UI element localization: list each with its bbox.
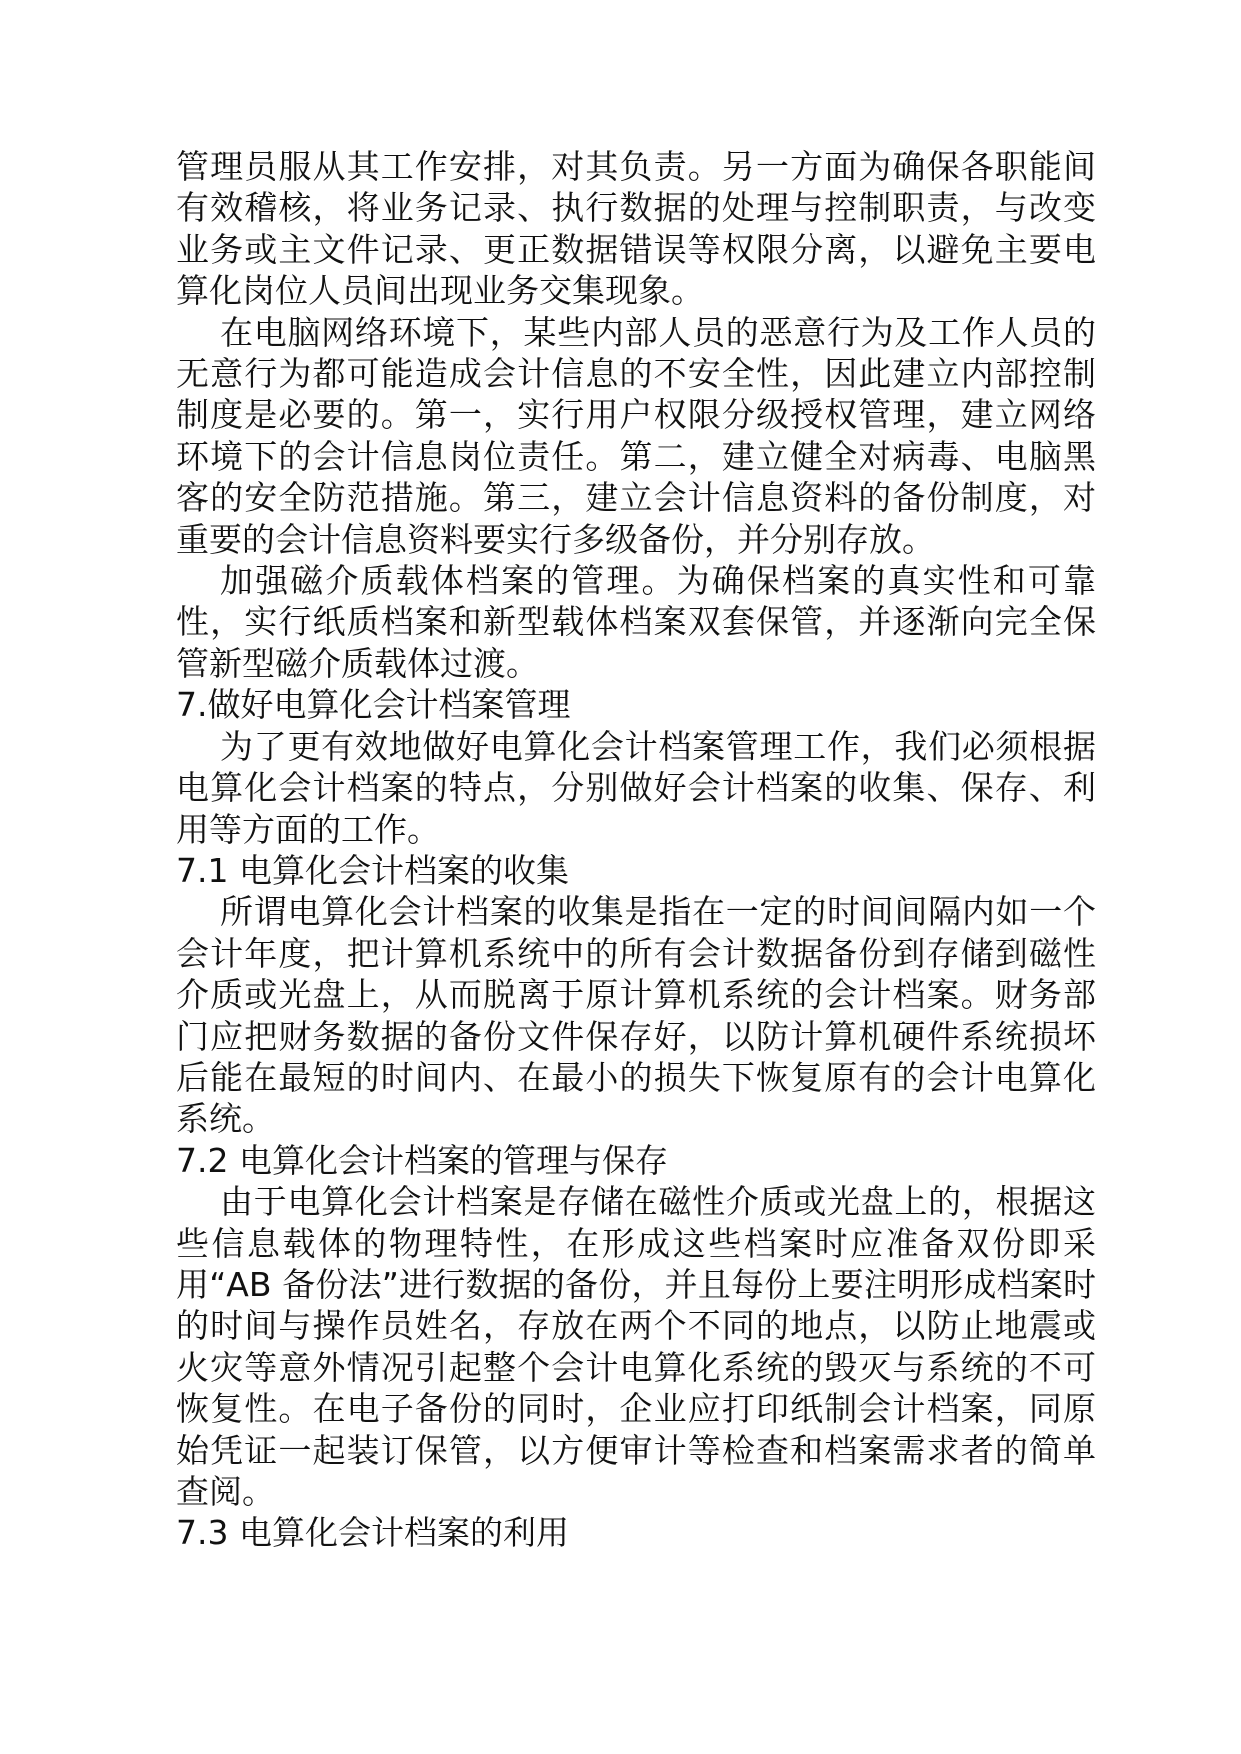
section-heading-7-2: 7.2 电算化会计档案的管理与保存 bbox=[176, 1140, 668, 1180]
document-page bbox=[176, 146, 1096, 1554]
section-heading-7-1: 7.1 电算化会计档案的收集 bbox=[176, 850, 569, 890]
paragraph-internal-control: 在电脑网络环境下，某些内部人员的恶意行为及工作人员的无意行为都可能造成会计信息的不安全性，因此建立内部控制制度是必要的。第一，实行用户权限分级授权管理，建立网络环境下的会计信息岗位责任。第二，建立健全对病毒、电脑黑客的安全防范措施。第三，建立会计信息资料的备份制度，对重要的会计信息资料要实行多级备份，并分别存放。 bbox=[176, 312, 1096, 559]
paragraph-storage: 由于电算化会计档案是存储在磁性介质或光盘上的，根据这些信息载体的物理特性，在形成这些档案时应准备双份即采用“AB 备份法”进行数据的备份，并且每份上要注明形成档案时的时间与操作员姓名，存放在两个不同的地点，以防止地震或火灾等意外情况引起整个会计电算化系统的毁灭与系统的不可恢复性。在电子备份的同时，企业应打印纸制会计档案，同原始凭证一起装订保管，以方便审计等检查和档案需求者的简单查阅。 bbox=[176, 1182, 1096, 1511]
paragraph-collection: 所谓电算化会计档案的收集是指在一定的时间间隔内如一个会计年度，把计算机系统中的所有会计数据备份到存储到磁性介质或光盘上，从而脱离于原计算机系统的会计档案。财务部门应把财务数据的备份文件保存好，以防计算机硬件系统损坏后能在最短的时间内、在最小的损失下恢复原有的会计电算化系统。 bbox=[176, 892, 1096, 1139]
section-heading-7-3: 7.3 电算化会计档案的利用 bbox=[176, 1513, 569, 1553]
paragraph-section-7-intro: 为了更有效地做好电算化会计档案管理工作，我们必须根据电算化会计档案的特点，分别做好会计档案的收集、保存、利用等方面的工作。 bbox=[176, 726, 1096, 849]
paragraph-continued: 管理员服从其工作安排，对其负责。另一方面为确保各职能间有效稽核，将业务记录、执行数据的处理与控制职责，与改变业务或主文件记录、更正数据错误等权限分离，以避免主要电算化岗位人员间出现业务交集现象。 bbox=[176, 147, 1096, 311]
paragraph-magnetic-media: 加强磁介质载体档案的管理。为确保档案的真实性和可靠性，实行纸质档案和新型载体档案双套保管，并逐渐向完全保管新型磁介质载体过渡。 bbox=[176, 561, 1096, 683]
section-heading-7: 7.做好电算化会计档案管理 bbox=[176, 685, 571, 725]
